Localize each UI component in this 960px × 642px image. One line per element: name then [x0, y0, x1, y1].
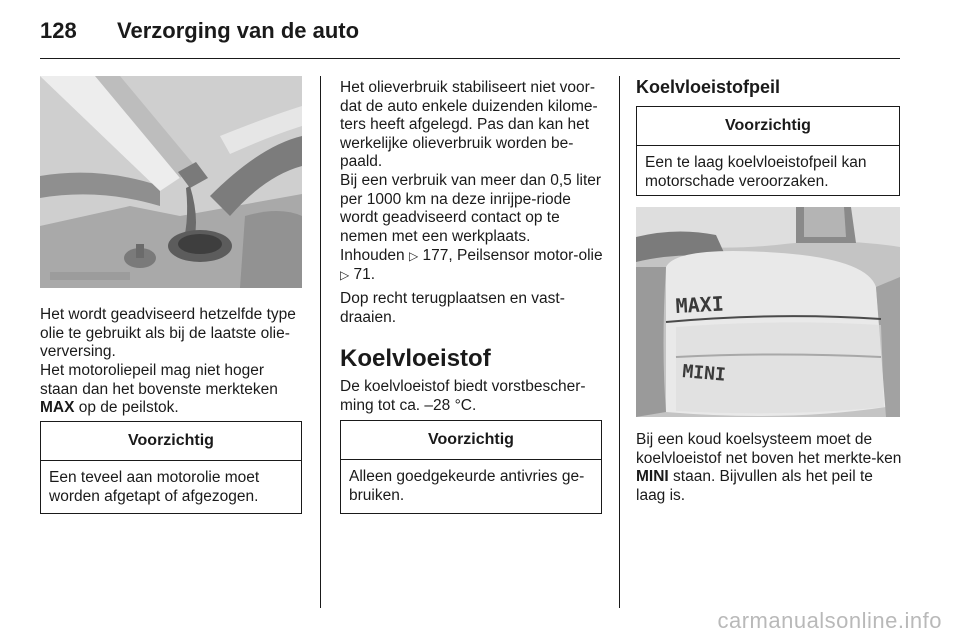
oil-consumption-advice: Bij een verbruik van meer dan 0,5 liter per 1000 km na deze inrijpe-riode wordt geadviseerd contact op te nemen met een werkplaats. [340, 172, 602, 245]
coolant-level-text [636, 431, 902, 505]
page-number: 128 [40, 18, 77, 43]
cap-tighten-text: Dop recht terugplaatsen en vast-draaien. [340, 290, 565, 326]
header-divider [40, 58, 900, 59]
coolant-frost-text: De koelvloeistof biedt vorstbescher-ming tot ca. –28 °C. [340, 378, 586, 414]
column-divider-1 [320, 76, 321, 608]
coolant-tank-illustration [636, 207, 900, 417]
caution-title: Voorzichtig [637, 107, 899, 146]
capacities-label: Inhouden [340, 247, 405, 264]
ref-arrow-icon: ▷ [340, 267, 350, 282]
oil-sensor-label: , Peilsensor motor-olie [448, 247, 603, 264]
watermark: carmanualsonline.info [717, 608, 942, 633]
mini-mark: MINI [636, 468, 669, 485]
oil-consumption-text: Het olieverbruik stabiliseert niet voor-dat de auto enkele duizenden kilome-ters heeft afgelegd. Pas dan kan het werkelijke olieverbruik worden be-paald. [340, 79, 598, 170]
oil-type-advice: Het wordt geadviseerd hetzelfde type olie te gebruikt als bij de laatste olie-verversing. [40, 306, 296, 360]
oil-filling-illustration [40, 76, 302, 288]
caution-body: Alleen goedgekeurde antivries ge-bruiken. [349, 468, 585, 504]
oil-level-text-b: op de peilstok. [74, 399, 179, 416]
tank-min-label: MINI [681, 361, 727, 386]
oil-filling-drawing [40, 76, 302, 288]
caution-box-oil [40, 421, 302, 514]
oil-level-text-a: Het motoroliepeil mag niet hoger staan dan het bovenste merkteken [40, 362, 278, 398]
capacities-reference [340, 247, 606, 284]
tank-max-label: MAXI [675, 291, 725, 318]
caution-body: Een teveel aan motorolie moet worden afgetapt of afgezogen. [49, 469, 260, 505]
capacities-end: . [370, 265, 376, 283]
caution-title: Voorzichtig [41, 422, 301, 461]
ref-link-177[interactable]: 177 [422, 247, 449, 264]
caution-box-coolant [636, 106, 900, 196]
caution-box-antifreeze [340, 420, 602, 514]
coolant-tank-drawing [636, 207, 900, 417]
caution-body: Een te laag koelvloeistofpeil kan motorschade veroorzaken. [645, 154, 867, 190]
ref-link-71[interactable]: 71 [353, 265, 371, 283]
oil-level-text [40, 362, 306, 418]
page-title: Verzorging van de auto [117, 18, 360, 43]
ref-arrow-icon: ▷ [408, 249, 419, 263]
max-mark: MAX [40, 399, 75, 416]
coolant-section-heading: Koelvloeistof [340, 345, 491, 372]
coolant-level-heading: Koelvloeistofpeil [636, 77, 781, 97]
caution-title: Voorzichtig [341, 421, 601, 460]
coolant-level-text-b: staan. Bijvullen als het peil te laag is. [636, 468, 873, 504]
coolant-level-text-a: Bij een koud koelsysteem moet de koelvloeistof net boven het merkte-ken [636, 431, 902, 467]
column-divider-2 [619, 76, 620, 608]
